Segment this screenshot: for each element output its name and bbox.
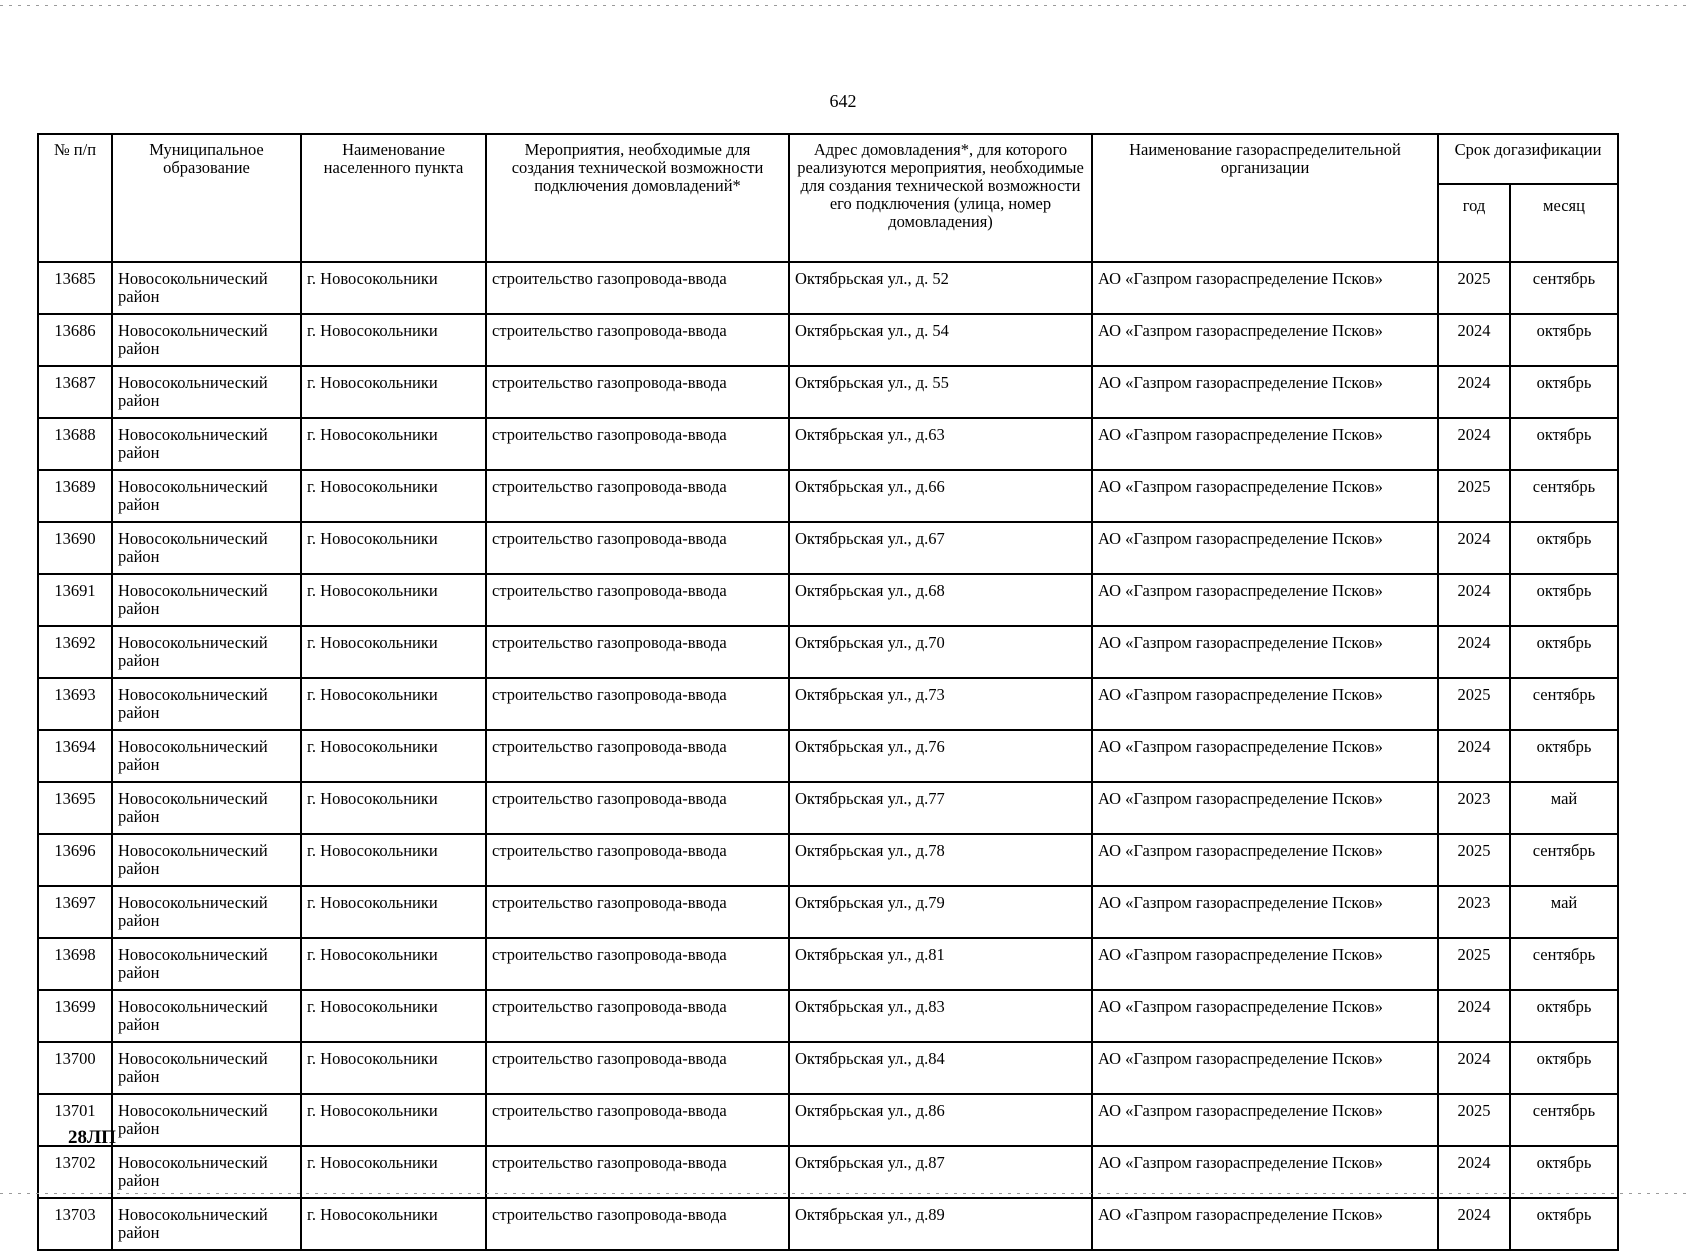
table-row — [38, 262, 1618, 314]
cell-year: 2024 — [1438, 730, 1510, 782]
cell-measure: строительство газопровода-ввода — [486, 626, 789, 678]
cell-municipality: Новосокольнический район — [112, 1146, 301, 1198]
cell-address: Октябрьская ул., д.86 — [789, 1094, 1092, 1146]
cell-year: 2024 — [1438, 366, 1510, 418]
cell-settlement: г. Новосокольники — [301, 1146, 486, 1198]
cell-address: Октябрьская ул., д. 54 — [789, 314, 1092, 366]
table-row — [38, 886, 1618, 938]
cell-month: сентябрь — [1510, 1094, 1618, 1146]
cell-year: 2025 — [1438, 834, 1510, 886]
table-row — [38, 730, 1618, 782]
cell-organization: АО «Газпром газораспределение Псков» — [1092, 262, 1438, 314]
cell-address: Октябрьская ул., д.89 — [789, 1198, 1092, 1250]
cell-year: 2025 — [1438, 470, 1510, 522]
table-row — [38, 834, 1618, 886]
cell-num: 13696 — [38, 834, 112, 886]
cell-settlement: г. Новосокольники — [301, 314, 486, 366]
cell-organization: АО «Газпром газораспределение Псков» — [1092, 834, 1438, 886]
cell-num: 13703 — [38, 1198, 112, 1250]
cell-organization: АО «Газпром газораспределение Псков» — [1092, 626, 1438, 678]
cell-municipality: Новосокольнический район — [112, 1094, 301, 1146]
cell-address: Октябрьская ул., д. 55 — [789, 366, 1092, 418]
cell-organization: АО «Газпром газораспределение Псков» — [1092, 1042, 1438, 1094]
cell-address: Октябрьская ул., д.81 — [789, 938, 1092, 990]
cell-settlement: г. Новосокольники — [301, 834, 486, 886]
cell-month: май — [1510, 782, 1618, 834]
table-row — [38, 366, 1618, 418]
cell-year: 2025 — [1438, 262, 1510, 314]
table-row — [38, 938, 1618, 990]
cell-settlement: г. Новосокольники — [301, 574, 486, 626]
cell-month: октябрь — [1510, 314, 1618, 366]
cell-num: 13686 — [38, 314, 112, 366]
page-number: 642 — [829, 91, 857, 111]
cell-address: Октябрьская ул., д.68 — [789, 574, 1092, 626]
cell-settlement: г. Новосокольники — [301, 782, 486, 834]
cell-municipality: Новосокольнический район — [112, 626, 301, 678]
table-row — [38, 1198, 1618, 1250]
cell-measure: строительство газопровода-ввода — [486, 1146, 789, 1198]
cell-organization: АО «Газпром газораспределение Псков» — [1092, 886, 1438, 938]
cell-organization: АО «Газпром газораспределение Псков» — [1092, 990, 1438, 1042]
cell-num: 13689 — [38, 470, 112, 522]
cell-month: октябрь — [1510, 522, 1618, 574]
cell-year: 2024 — [1438, 418, 1510, 470]
cell-municipality: Новосокольнический район — [112, 678, 301, 730]
cell-measure: строительство газопровода-ввода — [486, 990, 789, 1042]
cell-num: 13691 — [38, 574, 112, 626]
cell-measure: строительство газопровода-ввода — [486, 678, 789, 730]
cell-address: Октябрьская ул., д.87 — [789, 1146, 1092, 1198]
cell-year: 2024 — [1438, 1198, 1510, 1250]
cell-num: 13701 — [38, 1094, 112, 1146]
cell-address: Октябрьская ул., д.83 — [789, 990, 1092, 1042]
cell-address: Октябрьская ул., д.73 — [789, 678, 1092, 730]
header-deadline: Срок догазификации — [1438, 134, 1618, 184]
table-row — [38, 470, 1618, 522]
header-organization: Наименование газораспределительной организации — [1092, 134, 1438, 262]
table-row — [38, 1146, 1618, 1198]
cell-municipality: Новосокольнический район — [112, 418, 301, 470]
cell-settlement: г. Новосокольники — [301, 522, 486, 574]
cell-address: Октябрьская ул., д.77 — [789, 782, 1092, 834]
cell-num: 13699 — [38, 990, 112, 1042]
table-row — [38, 1042, 1618, 1094]
table-header — [38, 134, 1618, 262]
cell-municipality: Новосокольнический район — [112, 730, 301, 782]
cell-municipality: Новосокольнический район — [112, 886, 301, 938]
scan-edge-top — [0, 5, 1686, 6]
cell-num: 13692 — [38, 626, 112, 678]
cell-measure: строительство газопровода-ввода — [486, 1198, 789, 1250]
cell-address: Октябрьская ул., д.67 — [789, 522, 1092, 574]
cell-settlement: г. Новосокольники — [301, 626, 486, 678]
header-municipality: Муниципальное образование — [112, 134, 301, 262]
cell-month: сентябрь — [1510, 678, 1618, 730]
table-row — [38, 522, 1618, 574]
cell-organization: АО «Газпром газораспределение Псков» — [1092, 730, 1438, 782]
cell-year: 2024 — [1438, 522, 1510, 574]
cell-organization: АО «Газпром газораспределение Псков» — [1092, 1094, 1438, 1146]
cell-measure: строительство газопровода-ввода — [486, 574, 789, 626]
cell-municipality: Новосокольнический район — [112, 1042, 301, 1094]
cell-organization: АО «Газпром газораспределение Псков» — [1092, 678, 1438, 730]
cell-month: сентябрь — [1510, 938, 1618, 990]
cell-num: 13700 — [38, 1042, 112, 1094]
cell-settlement: г. Новосокольники — [301, 366, 486, 418]
cell-year: 2024 — [1438, 314, 1510, 366]
cell-municipality: Новосокольнический район — [112, 314, 301, 366]
cell-num: 13690 — [38, 522, 112, 574]
cell-year: 2024 — [1438, 1146, 1510, 1198]
cell-month: октябрь — [1510, 626, 1618, 678]
cell-settlement: г. Новосокольники — [301, 886, 486, 938]
table-row — [38, 990, 1618, 1042]
cell-year: 2025 — [1438, 938, 1510, 990]
header-settlement: Наименование населенного пункта — [301, 134, 486, 262]
cell-num: 13687 — [38, 366, 112, 418]
cell-month: октябрь — [1510, 418, 1618, 470]
cell-municipality: Новосокольнический район — [112, 990, 301, 1042]
cell-settlement: г. Новосокольники — [301, 938, 486, 990]
cell-settlement: г. Новосокольники — [301, 470, 486, 522]
table-row — [38, 574, 1618, 626]
cell-settlement: г. Новосокольники — [301, 990, 486, 1042]
cell-municipality: Новосокольнический район — [112, 782, 301, 834]
cell-measure: строительство газопровода-ввода — [486, 470, 789, 522]
header-num: № п/п — [38, 134, 112, 262]
cell-organization: АО «Газпром газораспределение Псков» — [1092, 1198, 1438, 1250]
cell-month: октябрь — [1510, 730, 1618, 782]
cell-address: Октябрьская ул., д.76 — [789, 730, 1092, 782]
cell-settlement: г. Новосокольники — [301, 730, 486, 782]
cell-settlement: г. Новосокольники — [301, 1198, 486, 1250]
cell-measure: строительство газопровода-ввода — [486, 938, 789, 990]
cell-measure: строительство газопровода-ввода — [486, 834, 789, 886]
cell-measure: строительство газопровода-ввода — [486, 262, 789, 314]
cell-year: 2025 — [1438, 1094, 1510, 1146]
cell-num: 13688 — [38, 418, 112, 470]
cell-year: 2025 — [1438, 678, 1510, 730]
cell-measure: строительство газопровода-ввода — [486, 886, 789, 938]
cell-month: октябрь — [1510, 366, 1618, 418]
cell-organization: АО «Газпром газораспределение Псков» — [1092, 522, 1438, 574]
cell-year: 2024 — [1438, 574, 1510, 626]
table-row — [38, 678, 1618, 730]
table-body — [38, 262, 1618, 1250]
cell-measure: строительство газопровода-ввода — [486, 1042, 789, 1094]
cell-month: октябрь — [1510, 1042, 1618, 1094]
cell-measure: строительство газопровода-ввода — [486, 418, 789, 470]
cell-num: 13698 — [38, 938, 112, 990]
cell-organization: АО «Газпром газораспределение Псков» — [1092, 314, 1438, 366]
cell-month: октябрь — [1510, 574, 1618, 626]
cell-municipality: Новосокольнический район — [112, 574, 301, 626]
cell-num: 13697 — [38, 886, 112, 938]
cell-num: 13693 — [38, 678, 112, 730]
cell-measure: строительство газопровода-ввода — [486, 782, 789, 834]
cell-organization: АО «Газпром газораспределение Псков» — [1092, 366, 1438, 418]
cell-municipality: Новосокольнический район — [112, 470, 301, 522]
cell-month: октябрь — [1510, 1146, 1618, 1198]
cell-organization: АО «Газпром газораспределение Псков» — [1092, 782, 1438, 834]
cell-address: Октябрьская ул., д.79 — [789, 886, 1092, 938]
table-row — [38, 626, 1618, 678]
cell-settlement: г. Новосокольники — [301, 262, 486, 314]
cell-address: Октябрьская ул., д.84 — [789, 1042, 1092, 1094]
cell-municipality: Новосокольнический район — [112, 938, 301, 990]
cell-settlement: г. Новосокольники — [301, 678, 486, 730]
cell-month: сентябрь — [1510, 834, 1618, 886]
header-measures: Мероприятия, необходимые для создания технической возможности подключения домовладений* — [486, 134, 789, 262]
gasification-table — [37, 133, 1619, 1251]
cell-measure: строительство газопровода-ввода — [486, 522, 789, 574]
footer-code: 28ЛП — [68, 1127, 116, 1148]
cell-year: 2023 — [1438, 782, 1510, 834]
cell-num: 13702 — [38, 1146, 112, 1198]
table-row — [38, 418, 1618, 470]
cell-address: Октябрьская ул., д.66 — [789, 470, 1092, 522]
cell-year: 2024 — [1438, 1042, 1510, 1094]
cell-month: октябрь — [1510, 1198, 1618, 1250]
cell-year: 2024 — [1438, 990, 1510, 1042]
cell-year: 2024 — [1438, 626, 1510, 678]
cell-measure: строительство газопровода-ввода — [486, 730, 789, 782]
cell-municipality: Новосокольнический район — [112, 262, 301, 314]
cell-month: май — [1510, 886, 1618, 938]
cell-settlement: г. Новосокольники — [301, 1094, 486, 1146]
cell-year: 2023 — [1438, 886, 1510, 938]
cell-address: Октябрьская ул., д. 52 — [789, 262, 1092, 314]
cell-organization: АО «Газпром газораспределение Псков» — [1092, 574, 1438, 626]
cell-settlement: г. Новосокольники — [301, 1042, 486, 1094]
cell-municipality: Новосокольнический район — [112, 834, 301, 886]
cell-address: Октябрьская ул., д.63 — [789, 418, 1092, 470]
cell-measure: строительство газопровода-ввода — [486, 1094, 789, 1146]
cell-municipality: Новосокольнический район — [112, 366, 301, 418]
cell-organization: АО «Газпром газораспределение Псков» — [1092, 938, 1438, 990]
cell-municipality: Новосокольнический район — [112, 1198, 301, 1250]
header-month: месяц — [1510, 184, 1618, 262]
cell-measure: строительство газопровода-ввода — [486, 366, 789, 418]
header-year: год — [1438, 184, 1510, 262]
cell-municipality: Новосокольнический район — [112, 522, 301, 574]
cell-measure: строительство газопровода-ввода — [486, 314, 789, 366]
cell-month: октябрь — [1510, 990, 1618, 1042]
cell-num: 13685 — [38, 262, 112, 314]
cell-organization: АО «Газпром газораспределение Псков» — [1092, 470, 1438, 522]
cell-month: сентябрь — [1510, 262, 1618, 314]
cell-organization: АО «Газпром газораспределение Псков» — [1092, 418, 1438, 470]
table-row — [38, 782, 1618, 834]
table-row — [38, 314, 1618, 366]
table-row — [38, 1094, 1618, 1146]
cell-address: Октябрьская ул., д.78 — [789, 834, 1092, 886]
scan-edge-bottom — [0, 1193, 1686, 1194]
cell-settlement: г. Новосокольники — [301, 418, 486, 470]
cell-organization: АО «Газпром газораспределение Псков» — [1092, 1146, 1438, 1198]
cell-num: 13694 — [38, 730, 112, 782]
cell-num: 13695 — [38, 782, 112, 834]
cell-address: Октябрьская ул., д.70 — [789, 626, 1092, 678]
cell-month: сентябрь — [1510, 470, 1618, 522]
header-address: Адрес домовладения*, для которого реализуются мероприятия, необходимые для создания технической возможности его подключения (улица, номер домовладения) — [789, 134, 1092, 262]
